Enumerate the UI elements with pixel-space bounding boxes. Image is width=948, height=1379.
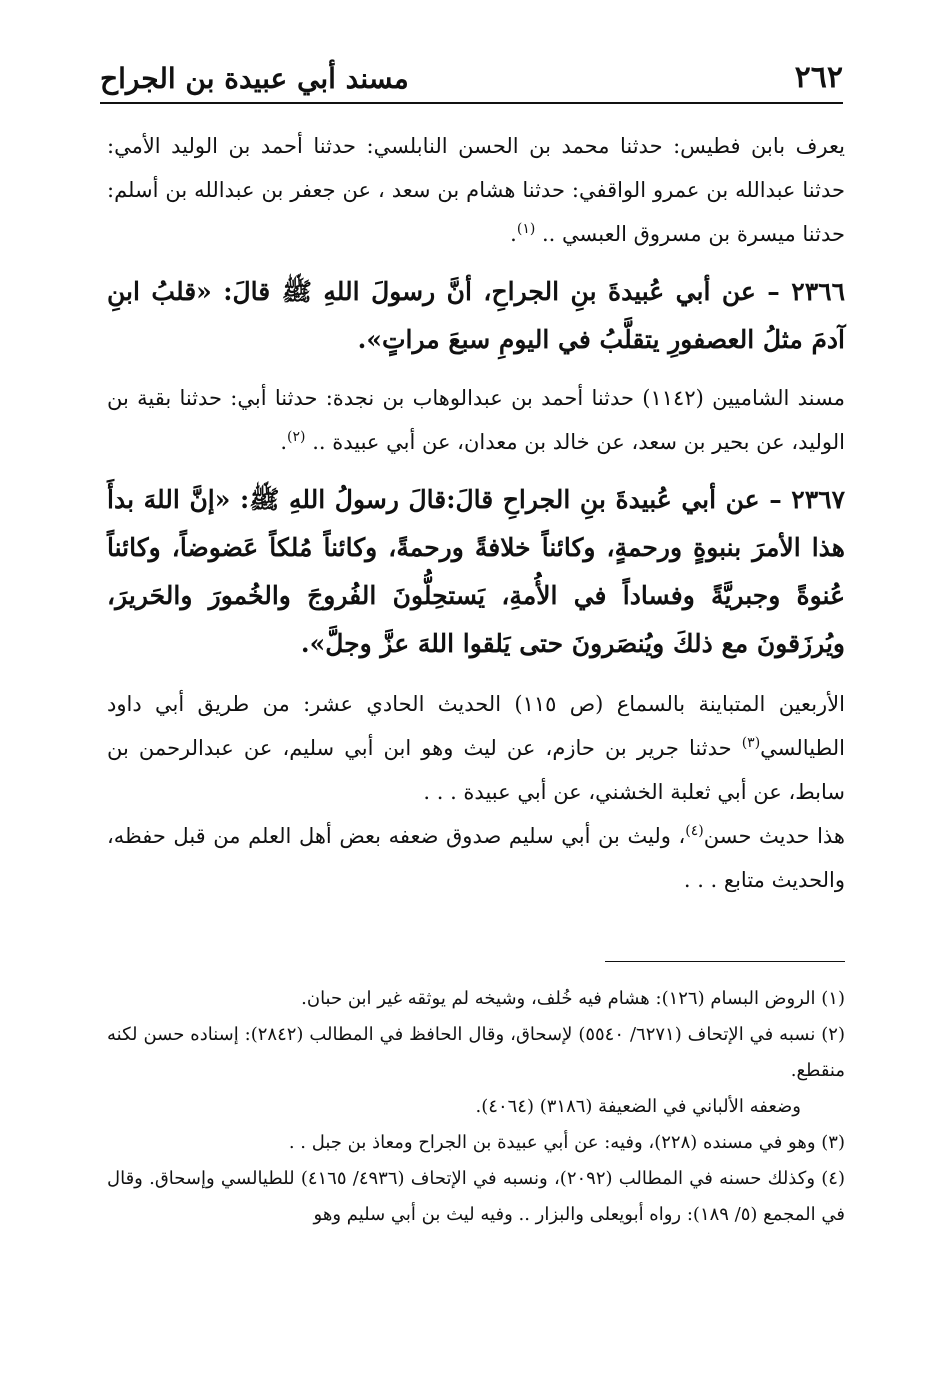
footnote-4: (٤) وكذلك حسنه في المطالب (٢٠٩٢)، ونسبه في الإتحاف (٤٩٣٦/ ٤١٦٥) للطيالسي وإسحاق. وقال في المجمع (٥/ ١٨٩): رواه أبويعلى والبزار .. وفيه ليث بن أبي سليم وهو	[107, 1168, 845, 1225]
paragraph-takhrij	[107, 682, 845, 814]
footnote-3: (٣) وهو في مسنده (٢٢٨)، وفيه: عن أبي عبيدة بن الجراح ومعاذ بن جبل . .	[288, 1132, 845, 1153]
paragraph-text: هذا حديث حسن	[703, 824, 846, 848]
paragraph-text: يعرف بابن فطيس: حدثنا محمد بن الحسن النابلسي: حدثنا أحمد بن الوليد الأمي: حدثنا عبدالله بن عمرو الواقفي: حدثنا هشام بن سعد ، عن جعفر بن عبدالله بن أسلم: حدثنا ميسرة بن مسروق العبسي ..	[107, 134, 845, 246]
footnote-divider	[605, 961, 845, 962]
paragraph-text-continued: حدثنا جرير بن حازم، عن ليث وهو ابن أبي سليم، عن عبدالرحمن بن سابط، عن أبي ثعلبة الخشني، عن أبي عبيدة . . .	[107, 736, 845, 804]
hadith-2367: ٢٣٦٧ – عن أبي عُبيدةَ بنِ الجراحِ قالَ:قالَ رسولُ اللهِ ﷺ: «إنَّ اللهَ بدأَ هذا الأمرَ بنبوةٍ ورحمةٍ، وكائناً خلافةً ورحمةً، وكائناً مُلكاً عَضوضاً، وكائناً عُنوةً وجبريَّةً وفساداً في الأُمةِ، يَستحِلُّونَ الفُروجَ والخُمورَ والحَريرَ، ويُرزَقونَ مع ذلكَ ويُنصَرونَ حتى يَلقوا اللهَ عزَّ وجلَّ».	[107, 485, 845, 658]
page-header	[100, 52, 843, 104]
footnote-marker: (٣)	[741, 735, 761, 751]
hadith-2366: ٢٣٦٦ – عن أبي عُبيدةَ بنِ الجراحِ، أنَّ رسولَ اللهِ ﷺ قالَ: «قلبُ ابنِ آدمَ مثلُ العصفورِ يتقلَّبُ في اليومِ سبعَ مراتٍ».	[107, 277, 845, 354]
paragraph-text-continued: ، وليث بن أبي سليم صدوق ضعفه بعض أهل العلم من قبل حفظه، والحديث متابع . . .	[107, 824, 845, 892]
paragraph-isnad-2: مسند الشاميين (١١٤٢) حدثنا أحمد بن عبدالوهاب بن نجدة: حدثنا أبي: حدثنا بقية بن الوليد، عن بحير بن سعد، عن خالد بن معدان، عن أبي عبيدة .. $^{(٢)}$.	[107, 386, 845, 454]
footnote-2: (٢) نسبه في الإتحاف (٦٢٧١/ ٥٥٤٠) لإسحاق، وقال الحافظ في المطالب (٢٨٤٢): إسناده حسن لكنه منقطع.	[107, 1024, 845, 1081]
footnote-2-continuation: وضعفه الألباني في الضعيفة (٣١٨٦) (٤٠٦٤).	[475, 1096, 801, 1117]
footnote-marker: (١)	[516, 221, 536, 237]
footnote-1: (١) الروض البسام (١٢٦): هشام فيه خُلف، وشيخه لم يوثقه غير ابن حبان.	[301, 988, 845, 1009]
footnote-marker: (٤)	[685, 823, 704, 839]
page-number: ٢٦٢	[794, 60, 843, 95]
paragraph-isnad-1: يعرف بابن فطيس: حدثنا محمد بن الحسن النابلسي: حدثنا أحمد بن الوليد الأمي: حدثنا عبدالله بن عمرو الواقفي: حدثنا هشام بن سعد ، عن جعفر بن عبدالله بن أسلم: حدثنا ميسرة بن مسروق العبسي .. $^{(١)}$.	[107, 134, 845, 246]
paragraph-text: مسند الشاميين (١١٤٢) حدثنا أحمد بن عبدالوهاب بن نجدة: حدثنا أبي: حدثنا بقية بن الوليد، عن بحير بن سعد، عن خالد بن معدان، عن أبي عبيدة ..	[107, 386, 845, 454]
main-text	[107, 124, 845, 902]
paragraph-text: الأربعين المتباينة بالسماع (ص ١١٥) الحديث الحادي عشر: من طريق أبي داود الطيالسي	[107, 692, 845, 760]
running-title: مسند أبي عبيدة بن الجراح	[100, 62, 409, 95]
paragraph-grading	[107, 814, 845, 902]
footnote-marker: (٢)	[287, 429, 306, 445]
footnotes	[107, 981, 845, 1233]
